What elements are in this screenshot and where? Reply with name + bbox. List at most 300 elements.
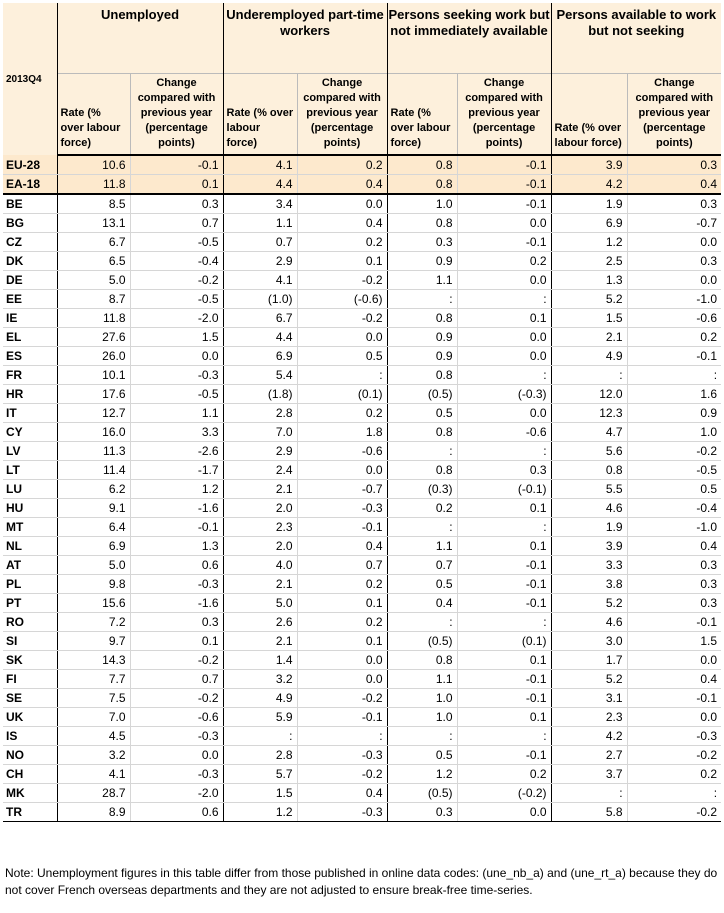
underemployed-rate-cell: 4.1 [223,155,297,175]
seeking-rate-cell: 0.8 [387,651,457,670]
available-change-cell: -1.0 [627,290,721,309]
underemployed-rate-cell: (1.0) [223,290,297,309]
unemployed-rate-cell: 6.4 [57,518,130,537]
unemployed-change-cell: 3.3 [130,423,223,442]
country-code: EA-18 [3,175,57,195]
underemployed-rate-cell: 2.0 [223,499,297,518]
unemployed-rate-cell: 5.0 [57,556,130,575]
table-row [3,499,721,518]
seeking-rate-cell: 0.9 [387,347,457,366]
underemployed-rate-cell: 1.2 [223,803,297,822]
seeking-change-cell: : [457,290,551,309]
seeking-change-cell: 0.0 [457,214,551,233]
available-change-cell: 0.3 [627,594,721,613]
table-row [3,385,721,404]
available-rate-cell: 6.9 [551,214,627,233]
available-change-cell: 0.4 [627,175,721,195]
table-row [3,803,721,822]
country-code: HU [3,499,57,518]
underemployed-change-cell: 0.0 [297,461,387,480]
available-rate-cell: 3.8 [551,575,627,594]
unemployed-rate-cell: 9.7 [57,632,130,651]
subheader-change: Change compared with previous year (percentage points) [130,73,223,155]
underemployed-rate-cell: 6.9 [223,347,297,366]
available-change-cell: -1.0 [627,518,721,537]
available-rate-cell: 1.2 [551,233,627,252]
underemployed-change-cell: 0.0 [297,670,387,689]
underemployed-change-cell: 0.2 [297,575,387,594]
available-change-cell: : [627,366,721,385]
seeking-change-cell: -0.1 [457,556,551,575]
available-change-cell: -0.6 [627,309,721,328]
available-rate-cell: 1.9 [551,194,627,214]
table-row [3,155,721,175]
unemployed-change-cell: -0.3 [130,366,223,385]
underemployed-rate-cell: 2.9 [223,252,297,271]
unemployed-change-cell: -1.7 [130,461,223,480]
seeking-rate-cell: 0.5 [387,746,457,765]
underemployed-rate-cell: (1.8) [223,385,297,404]
underemployed-rate-cell: 5.9 [223,708,297,727]
seeking-change-cell: : [457,727,551,746]
seeking-change-cell: 0.1 [457,708,551,727]
unemployed-change-cell: -0.3 [130,575,223,594]
country-code: MK [3,784,57,803]
unemployed-change-cell: 0.3 [130,194,223,214]
unemployed-rate-cell: 15.6 [57,594,130,613]
seeking-rate-cell: 0.8 [387,175,457,195]
country-code: LT [3,461,57,480]
available-rate-cell: 3.9 [551,155,627,175]
unemployed-change-cell: -0.2 [130,651,223,670]
underemployed-change-cell: 0.0 [297,194,387,214]
available-rate-cell: 5.5 [551,480,627,499]
table-row [3,309,721,328]
unemployed-change-cell: 1.2 [130,480,223,499]
seeking-rate-cell: 1.0 [387,689,457,708]
table-row [3,461,721,480]
unemployed-change-cell: 0.6 [130,556,223,575]
available-change-cell: 1.5 [627,632,721,651]
unemployed-change-cell: 0.0 [130,746,223,765]
unemployed-rate-cell: 3.2 [57,746,130,765]
seeking-rate-cell: : [387,290,457,309]
table-row [3,537,721,556]
unemployed-rate-cell: 6.7 [57,233,130,252]
table-row [3,670,721,689]
country-code: NO [3,746,57,765]
unemployed-rate-cell: 8.7 [57,290,130,309]
available-change-cell: 0.3 [627,575,721,594]
available-rate-cell: : [551,366,627,385]
available-change-cell: -0.1 [627,613,721,632]
underemployed-rate-cell: 1.4 [223,651,297,670]
available-rate-cell: 2.5 [551,252,627,271]
unemployed-change-cell: 0.1 [130,632,223,651]
available-change-cell: -0.4 [627,499,721,518]
available-rate-cell: 1.9 [551,518,627,537]
underemployed-change-cell: -0.1 [297,708,387,727]
unemployed-change-cell: -0.5 [130,233,223,252]
subheader-rate: Rate (% over labour force) [387,73,457,155]
underemployed-change-cell: -0.7 [297,480,387,499]
unemployed-rate-cell: 17.6 [57,385,130,404]
table-row [3,214,721,233]
underemployed-change-cell: : [297,366,387,385]
country-code: PL [3,575,57,594]
seeking-change-cell: 0.0 [457,271,551,290]
group-header-available-not-seeking: Persons available to work but not seeking [551,3,721,73]
table-row [3,518,721,537]
available-change-cell: -0.7 [627,214,721,233]
seeking-rate-cell: (0.3) [387,480,457,499]
underemployed-rate-cell: 4.4 [223,328,297,347]
unemployed-rate-cell: 10.1 [57,366,130,385]
country-code: DK [3,252,57,271]
unemployed-rate-cell: 10.6 [57,155,130,175]
unemployed-change-cell: 0.7 [130,670,223,689]
seeking-rate-cell: 0.8 [387,366,457,385]
unemployed-rate-cell: 11.3 [57,442,130,461]
country-code: TR [3,803,57,822]
seeking-rate-cell: (0.5) [387,385,457,404]
available-change-cell: 0.3 [627,252,721,271]
unemployed-change-cell: 0.0 [130,347,223,366]
underemployed-change-cell: 0.4 [297,784,387,803]
seeking-change-cell: -0.1 [457,670,551,689]
underemployed-change-cell: 0.4 [297,175,387,195]
country-code: SE [3,689,57,708]
available-change-cell: -0.3 [627,727,721,746]
available-change-cell: -0.2 [627,803,721,822]
available-rate-cell: 3.0 [551,632,627,651]
unemployed-rate-cell: 27.6 [57,328,130,347]
seeking-rate-cell: 1.2 [387,765,457,784]
country-code: FR [3,366,57,385]
table-row [3,575,721,594]
seeking-rate-cell: 0.3 [387,803,457,822]
table-row [3,651,721,670]
seeking-rate-cell: 1.1 [387,537,457,556]
seeking-change-cell: : [457,366,551,385]
underemployed-rate-cell: 3.4 [223,194,297,214]
underemployed-change-cell: -0.2 [297,765,387,784]
seeking-change-cell: 0.1 [457,651,551,670]
unemployed-change-cell: -0.4 [130,252,223,271]
underemployed-rate-cell: 4.4 [223,175,297,195]
available-change-cell: 0.9 [627,404,721,423]
country-code: PT [3,594,57,613]
available-rate-cell: 12.3 [551,404,627,423]
country-code: NL [3,537,57,556]
underemployed-change-cell: 0.1 [297,594,387,613]
available-change-cell: 0.0 [627,651,721,670]
underemployed-rate-cell: 2.3 [223,518,297,537]
unemployed-change-cell: 1.5 [130,328,223,347]
unemployed-change-cell: -2.0 [130,784,223,803]
seeking-rate-cell: 0.8 [387,461,457,480]
country-code: MT [3,518,57,537]
unemployed-change-cell: -0.3 [130,727,223,746]
unemployed-change-cell: 1.1 [130,404,223,423]
seeking-rate-cell: 1.1 [387,670,457,689]
seeking-change-cell: 0.1 [457,499,551,518]
underemployed-rate-cell: 5.0 [223,594,297,613]
seeking-change-cell: -0.1 [457,594,551,613]
underemployed-change-cell: : [297,727,387,746]
country-code: IS [3,727,57,746]
seeking-rate-cell: (0.5) [387,632,457,651]
available-rate-cell: 5.2 [551,670,627,689]
subheader-change: Change compared with previous year (percentage points) [627,73,721,155]
country-code: BE [3,194,57,214]
underemployed-rate-cell: 4.0 [223,556,297,575]
seeking-change-cell: 0.3 [457,461,551,480]
unemployed-rate-cell: 9.1 [57,499,130,518]
underemployed-change-cell: 1.8 [297,423,387,442]
underemployed-change-cell: 0.0 [297,328,387,347]
country-code: RO [3,613,57,632]
seeking-rate-cell: : [387,442,457,461]
available-rate-cell: 3.1 [551,689,627,708]
unemployed-rate-cell: 11.8 [57,175,130,195]
unemployed-change-cell: -0.2 [130,689,223,708]
table-row [3,480,721,499]
subheader-change: Change compared with previous year (percentage points) [297,73,387,155]
underemployed-change-cell: 0.1 [297,252,387,271]
table-row [3,784,721,803]
seeking-change-cell: 0.0 [457,328,551,347]
seeking-change-cell: -0.1 [457,575,551,594]
table-row [3,746,721,765]
available-rate-cell: 2.1 [551,328,627,347]
table-note: Note: Unemployment figures in this table differ from those published in online data codes: (une_nb_a) and (une_rt_a) because they do not cover French overseas departments and they are not adjusted to ensure break-free time-series. [5,866,718,897]
table-row [3,175,721,195]
underemployed-rate-cell: 6.7 [223,309,297,328]
unemployed-rate-cell: 6.9 [57,537,130,556]
seeking-change-cell: 0.1 [457,537,551,556]
available-change-cell: 0.3 [627,155,721,175]
underemployed-rate-cell: 2.6 [223,613,297,632]
underemployed-rate-cell: 2.1 [223,480,297,499]
available-rate-cell: 5.6 [551,442,627,461]
unemployed-change-cell: -0.6 [130,708,223,727]
unemployed-change-cell: -2.6 [130,442,223,461]
unemployed-rate-cell: 26.0 [57,347,130,366]
available-change-cell: : [627,784,721,803]
underemployed-change-cell: -0.2 [297,309,387,328]
seeking-rate-cell: 0.9 [387,328,457,347]
unemployed-change-cell: 0.1 [130,175,223,195]
seeking-change-cell: 0.2 [457,252,551,271]
table-row [3,233,721,252]
underemployed-rate-cell: 1.5 [223,784,297,803]
seeking-rate-cell: 0.8 [387,214,457,233]
underemployed-rate-cell: 7.0 [223,423,297,442]
seeking-change-cell: (-0.1) [457,480,551,499]
underemployed-change-cell: 0.0 [297,651,387,670]
underemployed-rate-cell: 1.1 [223,214,297,233]
seeking-change-cell: : [457,442,551,461]
underemployed-rate-cell: 2.1 [223,632,297,651]
seeking-rate-cell: (0.5) [387,784,457,803]
seeking-rate-cell: : [387,727,457,746]
table-row [3,423,721,442]
seeking-rate-cell: : [387,518,457,537]
available-rate-cell: 2.7 [551,746,627,765]
underemployed-change-cell: 0.1 [297,632,387,651]
seeking-rate-cell: 1.0 [387,194,457,214]
underemployed-rate-cell: : [223,727,297,746]
available-change-cell: 1.6 [627,385,721,404]
country-code: FI [3,670,57,689]
underemployed-change-cell: -0.1 [297,518,387,537]
available-rate-cell: 5.2 [551,594,627,613]
table-row [3,252,721,271]
table-row [3,689,721,708]
unemployed-rate-cell: 4.1 [57,765,130,784]
available-change-cell: 0.5 [627,480,721,499]
unemployed-rate-cell: 6.2 [57,480,130,499]
available-rate-cell: 3.9 [551,537,627,556]
seeking-rate-cell: 1.0 [387,708,457,727]
available-rate-cell: 2.3 [551,708,627,727]
available-rate-cell: 5.8 [551,803,627,822]
subheader-change: Change compared with previous year (percentage points) [457,73,551,155]
country-code: CH [3,765,57,784]
group-header-unemployed: Unemployed [57,3,223,73]
available-change-cell: 0.2 [627,328,721,347]
unemployed-rate-cell: 5.0 [57,271,130,290]
seeking-change-cell: : [457,613,551,632]
seeking-change-cell: (0.1) [457,632,551,651]
seeking-rate-cell: 0.5 [387,404,457,423]
available-rate-cell: 12.0 [551,385,627,404]
country-code: ES [3,347,57,366]
available-change-cell: -0.5 [627,461,721,480]
underemployed-change-cell: -0.6 [297,442,387,461]
unemployed-change-cell: -1.6 [130,499,223,518]
seeking-rate-cell: 0.8 [387,155,457,175]
country-code: IE [3,309,57,328]
unemployed-rate-cell: 4.5 [57,727,130,746]
country-code: LU [3,480,57,499]
unemployed-rate-cell: 13.1 [57,214,130,233]
unemployed-change-cell: -2.0 [130,309,223,328]
country-code: EE [3,290,57,309]
underemployed-change-cell: 0.2 [297,155,387,175]
country-code: SK [3,651,57,670]
available-rate-cell: 1.3 [551,271,627,290]
available-change-cell: 0.2 [627,765,721,784]
unemployed-change-cell: 0.6 [130,803,223,822]
available-change-cell: 0.0 [627,271,721,290]
table-row [3,328,721,347]
seeking-rate-cell: 0.2 [387,499,457,518]
available-change-cell: 0.3 [627,194,721,214]
available-rate-cell: 3.3 [551,556,627,575]
country-code: DE [3,271,57,290]
country-code: SI [3,632,57,651]
available-rate-cell: 4.2 [551,175,627,195]
seeking-rate-cell: 0.7 [387,556,457,575]
available-rate-cell: 3.7 [551,765,627,784]
table-row [3,271,721,290]
underemployed-change-cell: 0.2 [297,233,387,252]
available-change-cell: 0.4 [627,670,721,689]
unemployed-rate-cell: 16.0 [57,423,130,442]
seeking-change-cell: -0.1 [457,175,551,195]
table-row [3,727,721,746]
unemployed-change-cell: -1.6 [130,594,223,613]
country-code: IT [3,404,57,423]
available-change-cell: 0.0 [627,233,721,252]
table-row [3,556,721,575]
seeking-rate-cell: 0.8 [387,309,457,328]
available-change-cell: -0.1 [627,689,721,708]
available-change-cell: 0.3 [627,556,721,575]
unemployed-rate-cell: 8.5 [57,194,130,214]
seeking-change-cell: -0.1 [457,746,551,765]
seeking-change-cell: (-0.3) [457,385,551,404]
table-row [3,765,721,784]
underemployed-rate-cell: 2.1 [223,575,297,594]
underemployed-change-cell: -0.3 [297,746,387,765]
underemployed-change-cell: 0.5 [297,347,387,366]
seeking-change-cell: 0.1 [457,309,551,328]
seeking-rate-cell: 0.9 [387,252,457,271]
underemployed-rate-cell: 4.9 [223,689,297,708]
country-code: AT [3,556,57,575]
table-row [3,290,721,309]
available-rate-cell: : [551,784,627,803]
available-change-cell: 0.0 [627,708,721,727]
underemployed-rate-cell: 0.7 [223,233,297,252]
available-change-cell: -0.1 [627,347,721,366]
underemployed-change-cell: 0.2 [297,613,387,632]
unemployed-rate-cell: 28.7 [57,784,130,803]
available-change-cell: -0.2 [627,746,721,765]
unemployed-change-cell: 0.7 [130,214,223,233]
table-row [3,708,721,727]
underemployed-change-cell: (0.1) [297,385,387,404]
seeking-change-cell: (-0.2) [457,784,551,803]
unemployed-rate-cell: 12.7 [57,404,130,423]
underemployed-change-cell: 0.4 [297,537,387,556]
seeking-change-cell: 0.0 [457,404,551,423]
subheader-rate: Rate (% over labour force) [57,73,130,155]
table-row [3,366,721,385]
available-rate-cell: 4.6 [551,613,627,632]
available-change-cell: 1.0 [627,423,721,442]
seeking-rate-cell: 0.8 [387,423,457,442]
underemployed-rate-cell: 2.0 [223,537,297,556]
corner-header [3,3,57,155]
available-change-cell: 0.4 [627,537,721,556]
underemployed-rate-cell: 4.1 [223,271,297,290]
available-rate-cell: 0.8 [551,461,627,480]
unemployed-rate-cell: 14.3 [57,651,130,670]
unemployed-rate-cell: 8.9 [57,803,130,822]
underemployed-change-cell: -0.3 [297,499,387,518]
underemployed-rate-cell: 2.4 [223,461,297,480]
underemployed-change-cell: 0.7 [297,556,387,575]
seeking-change-cell: -0.1 [457,194,551,214]
unemployed-change-cell: -0.5 [130,290,223,309]
seeking-change-cell: : [457,518,551,537]
available-rate-cell: 4.7 [551,423,627,442]
unemployed-rate-cell: 11.8 [57,309,130,328]
